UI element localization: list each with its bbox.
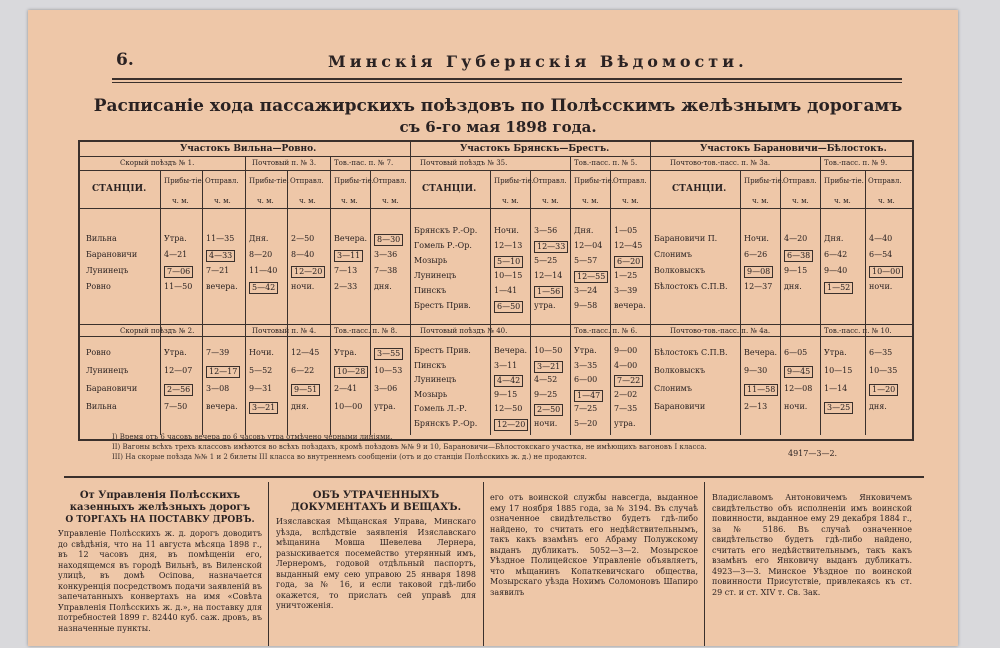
time-cell: 4—33 (206, 250, 235, 262)
time-cell: 6—26 (744, 250, 768, 259)
time-cell: Ночи. (249, 348, 274, 357)
time-cell: 1—56 (534, 286, 563, 298)
column-divider (483, 482, 484, 646)
arrival-column-header: Прибы-тіе. (824, 177, 864, 185)
station-name: Брестъ Прив. (414, 301, 471, 310)
article-continued (490, 490, 698, 646)
header-rule (112, 78, 902, 80)
time-cell: 12—14 (534, 271, 563, 280)
time-cell: ночи. (534, 418, 558, 428)
article-body: Изяславская Мѣщанская Управа, Минскаго уѣзда, вслѣдствіе заявленія Изяславскаго мѣщанина Мовша Шевелева Лернера, разыскивается посемейство утерянный имъ, Лернеромъ, годовой отдѣльный паспортъ, выданный ему сею управою 25 января 1898 года, за № 16, и если таковой гдѣ-либо окажется, то прислать сей управѣ для уничтоженія. (276, 517, 476, 610)
train-header: Почтовый п. № 4. (252, 327, 317, 335)
time-cell: 3—08 (206, 384, 230, 393)
column-divider (704, 482, 705, 646)
time-cell: 6—35 (869, 348, 893, 357)
time-cell: 11—58 (744, 384, 778, 396)
station-name: Гомель Л.-Р. (414, 404, 467, 413)
time-cell: 7—13 (334, 266, 358, 275)
departure-column-header: Отправл. (783, 177, 817, 185)
time-cell: утра. (614, 418, 636, 428)
time-cell: 6—54 (869, 250, 893, 259)
time-cell: 8—20 (249, 250, 273, 259)
time-cell: 9—08 (744, 266, 773, 278)
station-name: Мозырь (414, 389, 448, 399)
time-cell: 6—50 (494, 301, 523, 313)
time-cell: 5—52 (249, 366, 273, 375)
time-cell: 2—50 (534, 404, 563, 416)
time-cell: 10—53 (374, 366, 403, 375)
time-cell: 12—08 (784, 384, 813, 393)
time-unit-label: ч. м. (582, 197, 599, 205)
departure-column-header: Отправл. (373, 177, 407, 185)
station-name: Барановичи (654, 402, 706, 411)
time-cell: 10—15 (824, 366, 853, 375)
time-cell: 5—57 (574, 256, 598, 265)
time-cell: 12—45 (291, 348, 320, 357)
time-unit-label: ч. м. (542, 197, 559, 205)
station-name: Брянскъ Р.-Ор. (414, 418, 478, 428)
time-cell: 9—31 (249, 384, 273, 393)
train-header: Почтово-тов.-пасс. п. № 4а. (670, 327, 771, 335)
time-cell: 12—13 (494, 241, 523, 250)
time-cell: 4—40 (869, 234, 893, 243)
station-name: Барановичи П. (654, 234, 718, 243)
article-subheading: О ТОРГАХЪ НА ПОСТАВКУ ДРОВЪ. (65, 515, 255, 525)
time-cell: Вечера. (334, 234, 368, 243)
time-unit-label: ч. м. (382, 197, 399, 205)
time-cell: Утра. (824, 348, 847, 357)
footnote: II) Вагоны всѣхъ трехъ классовъ имѣются во всѣхъ поѣздахъ, кромѣ поѣздовъ №№ 9 и 10, Барановичи—Бѣлостокскаго участка, не имѣющихъ вагоновъ I класса. (112, 443, 707, 451)
time-cell: 5—25 (534, 256, 558, 265)
station-name: Брянскъ Р.-Ор. (414, 226, 478, 235)
train-header: Тов.-пасс. п. № 8. (334, 327, 398, 335)
article-lost-documents (276, 490, 476, 646)
column-divider (268, 482, 269, 646)
time-unit-label: ч. м. (214, 197, 231, 205)
departure-column-header: Отправл. (205, 177, 239, 185)
time-cell: 6—05 (784, 348, 808, 357)
station-name: Бѣлостокъ С.П.В. (654, 282, 728, 291)
time-cell: 3—36 (374, 250, 398, 259)
timetable-title: Расписаніе хода пассажирскихъ поѣздовъ по Полѣсскимъ желѣзнымъ дорогамъ (93, 96, 903, 116)
time-cell: ночи. (784, 402, 808, 411)
newspaper-page (28, 10, 958, 646)
article-railway-tender (58, 490, 262, 646)
article-continued (712, 490, 912, 646)
time-cell: Дня. (824, 234, 844, 243)
time-cell: 2—02 (614, 389, 638, 399)
time-cell: вечера. (206, 402, 238, 411)
station-column-header: СТАНЦІИ. (92, 184, 147, 194)
station-name: Ровно (86, 348, 111, 357)
time-cell: 10—50 (534, 346, 563, 355)
time-cell: 6—38 (784, 250, 813, 262)
time-cell: 7—21 (206, 266, 230, 275)
time-cell: 7—06 (164, 266, 193, 278)
station-name: Гомель Р.-Ор. (414, 241, 472, 250)
departure-column-header: Отправл. (290, 177, 324, 185)
time-cell: утра. (534, 301, 556, 310)
time-cell: 4—52 (534, 375, 558, 384)
station-name: Лунинецъ (86, 366, 129, 375)
time-cell: 2—56 (164, 384, 193, 396)
time-cell: Утра. (164, 234, 187, 243)
time-cell: дня. (374, 282, 392, 291)
time-cell: 1—41 (494, 286, 518, 295)
time-cell: 7—50 (164, 402, 188, 411)
time-cell: 12—37 (744, 282, 773, 291)
station-name: Лунинецъ (414, 271, 457, 280)
time-unit-label: ч. м. (792, 197, 809, 205)
reference-number: 4917—3—2. (788, 449, 838, 458)
time-cell: вечера. (614, 301, 646, 310)
time-cell: ночи. (869, 282, 893, 291)
time-cell: 10—28 (334, 366, 368, 378)
time-cell: 11—50 (164, 282, 193, 291)
time-cell: 3—56 (534, 226, 558, 235)
time-cell: 1—05 (614, 226, 638, 235)
time-cell: Утра. (574, 346, 597, 355)
time-cell: 10—15 (494, 271, 523, 280)
time-cell: Вечера. (744, 348, 778, 357)
departure-column-header: Отправл. (613, 177, 647, 185)
time-cell: 6—00 (574, 375, 598, 384)
time-unit-label: ч. м. (341, 197, 358, 205)
time-cell: 9—15 (494, 389, 518, 399)
station-name: Барановичи (86, 250, 138, 259)
time-cell: 12—07 (164, 366, 193, 375)
time-cell: 10—00 (869, 266, 903, 278)
train-header: Почтовый п. № 3. (252, 159, 317, 167)
time-cell: 12—20 (291, 266, 325, 278)
time-cell: дня. (291, 402, 309, 411)
time-cell: 3—21 (534, 361, 563, 373)
time-cell: 5—10 (494, 256, 523, 268)
arrival-column-header: Прибы-тіе. (744, 177, 784, 185)
train-header: Почтовый поѣздъ № 40. (420, 327, 508, 335)
time-cell: 12—04 (574, 241, 603, 250)
arrival-column-header: Прибы-тіе. (494, 177, 534, 185)
time-cell: 2—50 (291, 234, 315, 243)
time-cell: 12—17 (206, 366, 240, 378)
station-name: Мозырь (414, 256, 448, 265)
timetable-subtitle: съ 6-го мая 1898 года. (399, 118, 597, 136)
time-cell: 3—35 (574, 360, 598, 370)
time-cell: 3—24 (574, 286, 598, 295)
station-name: Бѣлостокъ С.П.В. (654, 348, 728, 357)
time-cell: 7—35 (614, 404, 638, 413)
section-divider (64, 476, 924, 478)
time-cell: 1—25 (614, 271, 638, 280)
time-cell: 3—06 (374, 384, 398, 393)
time-cell: Дня. (574, 226, 594, 235)
time-unit-label: ч. м. (502, 197, 519, 205)
time-cell: Дня. (249, 234, 269, 243)
section-vilna-rovno: Участокъ Вильна—Ровно. (180, 144, 317, 154)
station-name: Ровно (86, 282, 111, 291)
time-cell: 8—40 (291, 250, 315, 259)
arrival-column-header: Прибы-тіе. (334, 177, 374, 185)
time-cell: 1—20 (869, 384, 898, 396)
time-cell: 12—20 (494, 419, 528, 431)
time-unit-label: ч. м. (622, 197, 639, 205)
time-cell: 9—15 (784, 266, 808, 275)
time-cell: Утра. (164, 348, 187, 357)
time-unit-label: ч. м. (878, 197, 895, 205)
time-cell: 12—45 (614, 241, 643, 250)
section-baranovichi-bialystok: Участокъ Барановичи—Бѣлостокъ. (700, 144, 887, 154)
time-cell: 1—14 (824, 384, 848, 393)
time-cell: 6—22 (291, 366, 315, 375)
departure-column-header: Отправл. (533, 177, 567, 185)
time-cell: 11—35 (206, 234, 235, 243)
time-cell: 4—42 (494, 375, 523, 387)
train-header: Скорый поѣздъ № 1. (120, 159, 195, 167)
station-name: Волковыскъ (654, 266, 706, 275)
time-cell: 7—22 (614, 375, 643, 387)
station-name: Слонимъ (654, 384, 692, 393)
time-cell: 11—40 (249, 266, 278, 275)
gazette-title: Минскія Губернскія Вѣдомости. (328, 52, 748, 71)
time-cell: 4—21 (164, 250, 188, 259)
time-cell: 10—35 (869, 366, 898, 375)
time-cell: 9—51 (291, 384, 320, 396)
arrival-column-header: Прибы-тіе. (249, 177, 289, 185)
page-number: 6. (116, 50, 134, 70)
time-cell: 9—40 (824, 266, 848, 275)
time-unit-label: ч. м. (752, 197, 769, 205)
time-cell: 8—30 (374, 234, 403, 246)
time-cell: Утра. (334, 348, 357, 357)
time-unit-label: ч. м. (257, 197, 274, 205)
article-body: его отъ воинской службы навсегда, выданное ему 17 ноября 1885 года, за № 3194. Въ случаѣ означенное свидѣтельство будетъ гдѣ-либо найдено, то считать его недѣйствительнымъ, такъ какъ взамѣнъ его Абраму Полужскому выданъ дубликатъ. 5052—3—2. Мозырское Уѣздное Полицейское Управленіе объявляетъ, что мѣщанинъ Копаткевичскаго общества, Мозырскаго уѣзда Нохимъ Соломоновъ Шапиро заявилъ (490, 493, 698, 597)
time-cell: 1—52 (824, 282, 853, 294)
time-cell: 6—20 (614, 256, 643, 268)
article-body: Владиславомъ Антоновичемъ Янковичемъ свидѣтельство объ исполненіи имъ воинской повинности, выданное ему 29 декабря 1884 г., за № 5186. Въ случаѣ означенное свидѣтельство будетъ гдѣ-либо найдено, считать его недѣйствительнымъ, такъ какъ взамѣнъ его Янковичу выданъ дубликатъ. 4923—3—3. Минское Уѣздное по воинской повинности Присутствіе, привлекаясь къ ст. 29 ст. и ст. XIV т. Св. Зак. (712, 493, 912, 597)
station-name: Барановичи (86, 384, 138, 393)
time-cell: 5—20 (574, 418, 598, 428)
timetable-grid (78, 140, 914, 441)
time-cell: 7—39 (206, 348, 230, 357)
time-unit-label: ч. м. (172, 197, 189, 205)
time-cell: 2—33 (334, 282, 358, 291)
station-name: Брестъ Прив. (414, 346, 471, 355)
time-cell: 4—00 (614, 360, 638, 370)
time-cell: дня. (869, 402, 887, 411)
station-column-header: СТАНЦІИ. (422, 184, 477, 194)
time-cell: 6—42 (824, 250, 848, 259)
header-rule-thin (112, 82, 902, 83)
arrival-column-header: Прибы-тіе. (164, 177, 204, 185)
time-cell: 5—42 (249, 282, 278, 294)
station-column-header: СТАНЦІИ. (672, 184, 727, 194)
station-name: Лунинецъ (86, 266, 129, 275)
time-cell: 9—58 (574, 301, 598, 310)
time-cell: 3—55 (374, 348, 403, 360)
station-name: Лунинецъ (414, 375, 457, 384)
time-cell: 3—11 (334, 250, 363, 262)
train-header: Тов.-пасс. п. № 9. (824, 159, 888, 167)
arrival-column-header: Прибы-тіе. (574, 177, 614, 185)
station-name: Слонимъ (654, 250, 692, 259)
time-cell: 7—25 (574, 404, 598, 413)
article-heading: От Управленія Полѣсскихъ казенныхъ желѣзныхъ дорогъ (69, 490, 251, 513)
station-name: Вильна (86, 234, 117, 243)
station-name: Вильна (86, 402, 117, 411)
train-header: Скорый поѣздъ № 2. (120, 327, 195, 335)
time-cell: 3—11 (494, 360, 518, 370)
time-cell: 12—55 (574, 271, 608, 283)
article-body: Управленіе Полѣсскихъ ж. д. дорогъ доводитъ до свѣдѣнія, что на 11 августа мѣсяца 1898 г., въ 12 часовъ дня, въ помѣщеніи его, находящемся въ городѣ Вильнѣ, въ Виленской улицѣ, въ домѣ Осіпова, назначается конкуренція посредствомъ подачи заявленій въ запечатанныхъ конвертахъ на имя «Совѣта Управленія Полѣсскихъ ж. д.», на поставку для потребностей 1899 г. 82440 куб. саж. дровъ, въ назначенные пункты. (58, 529, 262, 633)
time-cell: утра. (374, 402, 396, 411)
time-cell: 9—00 (614, 346, 638, 355)
station-name: Пинскъ (414, 360, 447, 370)
time-unit-label: ч. м. (834, 197, 851, 205)
train-header: Тов.-пасс. п. № 5. (574, 159, 638, 167)
time-cell: 1—47 (574, 390, 603, 402)
time-cell: Ночи. (744, 234, 769, 243)
train-header: Почтово-тов.-пасс. п. № 3а. (670, 159, 771, 167)
time-cell: 12—33 (534, 241, 568, 253)
train-header: Почтовый поѣздъ № 35. (420, 159, 508, 167)
train-header: Тов.-пас. п. № 7. (334, 159, 394, 167)
time-cell: 3—39 (614, 286, 638, 295)
train-header: Тов.-пасс. п. № 6. (574, 327, 638, 335)
time-cell: 9—30 (744, 366, 768, 375)
time-cell: 7—38 (374, 266, 398, 275)
time-cell: дня. (784, 282, 802, 291)
time-cell: 10—00 (334, 402, 363, 411)
time-cell: ночи. (291, 282, 315, 291)
time-cell: 3—25 (824, 402, 853, 414)
section-briansk-brest: Участокъ Брянскъ—Брестъ. (460, 144, 610, 154)
time-cell: Вечера. (494, 346, 528, 355)
footnote: I) Время отъ 6 часовъ вечера до 6 часовъ утра отмѣчено черными линіями. (112, 433, 393, 441)
time-cell: 4—20 (784, 234, 808, 243)
footnote: III) На скорые поѣзда №№ 1 и 2 билеты III класса во внутреннемъ сообщеніи (отъ и до станціи Полѣсскихъ ж. д.) не продаются. (112, 453, 587, 461)
time-cell: 2—13 (744, 402, 768, 411)
time-cell: 9—45 (784, 366, 813, 378)
time-cell: вечера. (206, 282, 238, 291)
time-cell: 9—25 (534, 389, 558, 399)
station-name: Пинскъ (414, 286, 447, 295)
station-name: Волковыскъ (654, 366, 706, 375)
time-cell: 12—50 (494, 404, 523, 413)
train-header: Тов.-пасс. п. № 10. (824, 327, 892, 335)
article-heading: ОБЪ УТРАЧЕННЫХЪ ДОКУМЕНТАХЪ И ВЕЩАХЪ. (290, 490, 462, 513)
time-cell: 3—21 (249, 402, 278, 414)
departure-column-header: Отправл. (868, 177, 902, 185)
time-unit-label: ч. м. (299, 197, 316, 205)
time-cell: Ночи. (494, 226, 519, 235)
time-cell: 2—41 (334, 384, 358, 393)
